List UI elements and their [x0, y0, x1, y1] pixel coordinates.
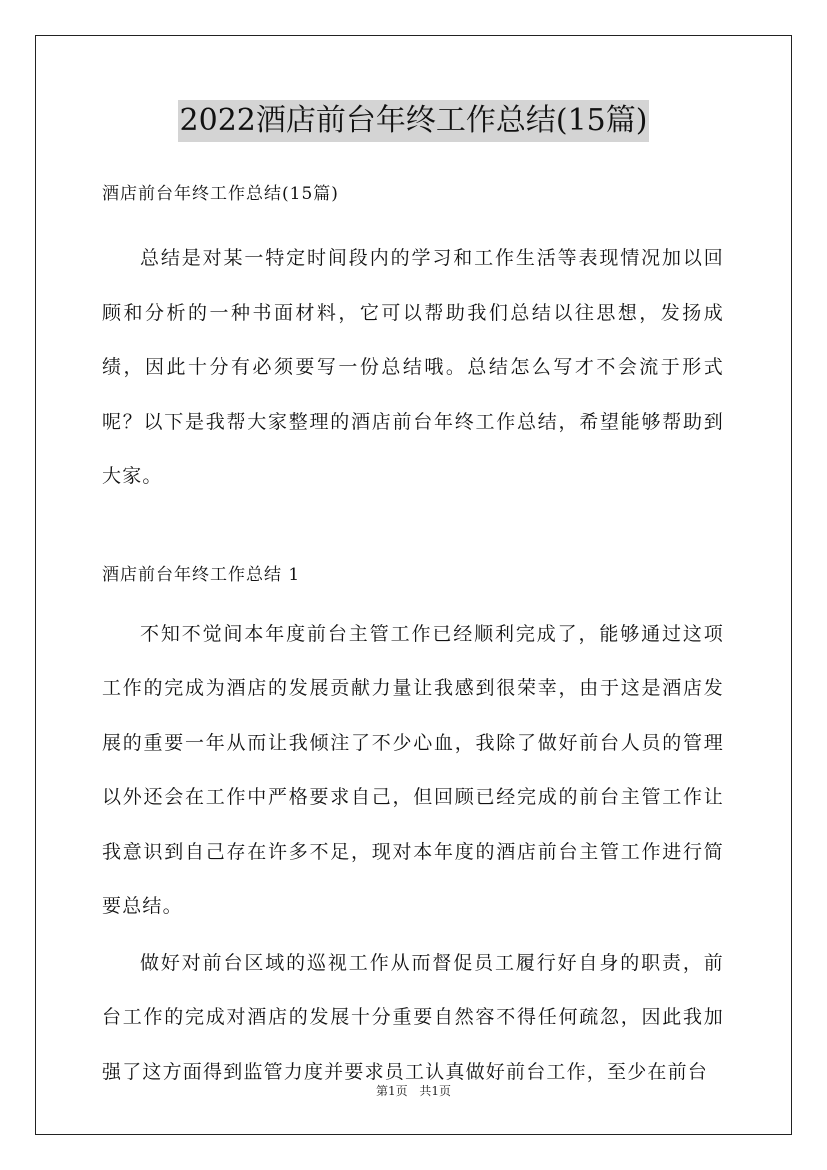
document-title: 2022酒店前台年终工作总结(15篇) [178, 100, 650, 142]
spacer [102, 213, 724, 231]
spacer [102, 504, 724, 556]
intro-paragraph: 总结是对某一特定时间段内的学习和工作生活等表现情况加以回顾和分析的一种书面材料，它可以帮助我们总结以往思想，发扬成绩，因此十分有必须要写一份总结哦。总结怎么写才不会流于形式呢？以下是我帮大家整理的酒店前台年终工作总结，希望能够帮助到大家。 [102, 247, 724, 487]
document-body [102, 175, 724, 1099]
page-number: 第1页 [375, 1084, 408, 1098]
section-heading: 酒店前台年终工作总结 1 [102, 564, 301, 585]
spacer [102, 594, 724, 607]
section-paragraph: 不知不觉间本年度前台主管工作已经顺利完成了，能够通过这项工作的完成为酒店的发展贡献力量让我感到很荣幸，由于这是酒店发展的重要一年从而让我倾注了不少心血，我除了做好前台人员的管理以外还会在工作中严格要求自己，但回顾已经完成的前台主管工作让我意识到自己存在许多不足，现对本年度的酒店前台主管工作进行简要总结。 [102, 622, 724, 917]
title-container [0, 100, 827, 142]
section-paragraph: 做好对前台区域的巡视工作从而督促员工履行好自身的职责，前台工作的完成对酒店的发展十分重要自然容不得任何疏忽，因此我加强了这方面得到监管力度并要求员工认真做好前台工作，至少在前台 [102, 951, 724, 1083]
page-footer [0, 1083, 827, 1099]
page-total: 共1页 [419, 1084, 452, 1098]
document-subtitle: 酒店前台年终工作总结(15篇) [102, 184, 339, 204]
